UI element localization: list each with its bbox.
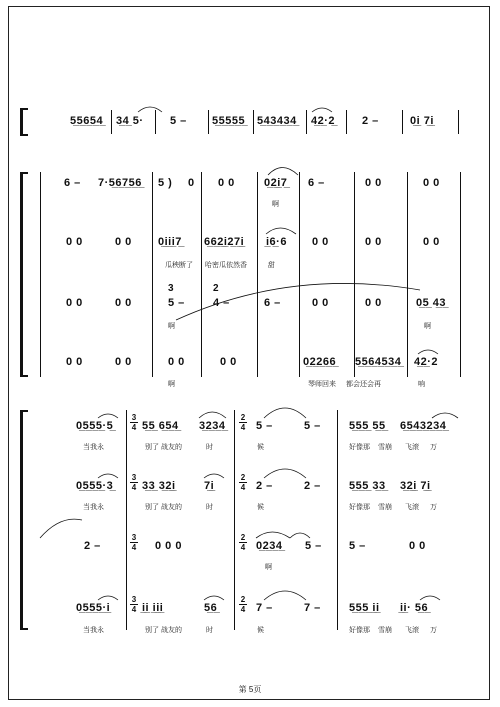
slur	[312, 108, 332, 112]
note-group: 5̲5̲5̲ 3̲3̲	[349, 480, 386, 492]
note-group: 3̲3̲ 3̲2̲i̲	[142, 480, 176, 492]
lyric: 别了 战友的	[145, 504, 182, 511]
slur	[264, 469, 306, 478]
note-group: 0 0	[312, 297, 329, 309]
note-group: 0 0	[66, 236, 83, 248]
time-signature: 2 4	[240, 413, 246, 432]
slur	[290, 533, 310, 538]
slur	[98, 474, 118, 478]
slur	[98, 414, 118, 418]
note-group: 0̲5̲5̲5̲·5̲	[76, 420, 114, 432]
time-signature: 3 4	[131, 473, 137, 492]
note-group: 3̲2̲i̲ 7̲i̲	[400, 480, 431, 492]
note-group: 2 –	[304, 480, 321, 492]
chord-mark: 2	[213, 283, 220, 294]
time-signature: 3 4	[131, 413, 137, 432]
time-signature: 2 4	[240, 595, 246, 614]
note-group: 3̲4̲ 5·	[116, 115, 144, 127]
note-group: 5 )	[158, 177, 173, 189]
note-group: 0̲5̲5̲5̲·i̲	[76, 602, 111, 614]
note-group: 6 –	[264, 297, 281, 309]
note-group: 0 0	[312, 236, 329, 248]
lyric: 啊	[265, 564, 272, 571]
slur	[40, 519, 82, 538]
note-group: 0 0	[168, 356, 185, 368]
note-group: 0 0 0	[155, 540, 182, 552]
lyric: 雪崩	[378, 444, 392, 451]
lyric: 候	[257, 444, 264, 451]
chord-mark: 3	[168, 283, 175, 294]
lyric: 响	[418, 381, 425, 388]
note-group: 0̲2̲3̲4̲	[256, 540, 283, 552]
note-group: 7 –	[256, 602, 273, 614]
lyric: 好像那	[349, 627, 370, 634]
note-group: 5 –	[305, 540, 322, 552]
lyric: 雪崩	[378, 504, 392, 511]
note-group: 0 0	[66, 297, 83, 309]
lyric: 啊	[168, 381, 175, 388]
note-group: 5̲5̲5̲5̲5̲	[212, 115, 246, 127]
lyric: 候	[257, 504, 264, 511]
note-group: 0̲5̲5̲5̲·3̲	[76, 480, 114, 492]
note-group: 0	[188, 177, 195, 189]
note-group: 0 0	[115, 236, 132, 248]
note-group: 0̲2̲i̲7̲	[264, 177, 288, 189]
slur	[138, 107, 162, 112]
slur	[176, 283, 420, 320]
time-signature: 2 4	[240, 533, 246, 552]
note-group: 0 0	[423, 236, 440, 248]
note-group: 7̲i̲	[204, 480, 215, 492]
note-group: i̲i̲· 5̲6̲	[400, 602, 429, 614]
slur	[268, 168, 298, 176]
note-group: 4̲2̲·2	[414, 356, 439, 368]
note-group: 0 0	[115, 356, 132, 368]
note-group: 5̲4̲3̲4̲3̲4̲	[257, 115, 297, 127]
slur	[420, 596, 440, 600]
slur	[98, 596, 118, 600]
note-group: 0̲2̲2̲6̲6̲	[303, 356, 337, 368]
slur	[199, 412, 226, 418]
time-signature: 2 4	[240, 473, 246, 492]
lyric: 当我永	[83, 504, 104, 511]
note-group: 6̲5̲4̲3̲2̲3̲4̲	[400, 420, 447, 432]
note-group: 0 0	[220, 356, 237, 368]
note-group: 2 –	[362, 115, 379, 127]
note-group: 5 –	[304, 420, 321, 432]
note-group: 0 0	[115, 297, 132, 309]
note-group: 0 0	[423, 177, 440, 189]
note-group: 5̲6̲	[204, 602, 218, 614]
lyric: 当我永	[83, 627, 104, 634]
note-group: 2 –	[84, 540, 101, 552]
slur	[266, 228, 296, 234]
lyric: 当我永	[83, 444, 104, 451]
lyric: 时	[206, 444, 213, 451]
note-group: 0 0	[365, 297, 382, 309]
note-group: 3̲2̲3̲4̲	[199, 420, 226, 432]
lyric: 别了 战友的	[145, 627, 182, 634]
note-group: 0 0	[365, 177, 382, 189]
note-group: 0 0	[409, 540, 426, 552]
note-group: 5 –	[170, 115, 187, 127]
note-group: 0̲i̲i̲i̲7̲	[158, 236, 182, 248]
page-number: 第 5页	[238, 685, 262, 694]
lyric: 别了 战友的	[145, 444, 182, 451]
note-group: 4̲2̲·2̲	[311, 115, 336, 127]
note-group: 0̲5̲ 4̲3̲	[416, 297, 447, 309]
note-group: 6 –	[308, 177, 325, 189]
slur	[264, 591, 306, 600]
lyric: 时	[206, 627, 213, 634]
slur	[204, 596, 224, 600]
slur	[432, 413, 458, 418]
note-group: i̲i̲ i̲i̲i̲	[142, 602, 164, 614]
slur	[204, 474, 224, 478]
lyric: 好像那	[349, 444, 370, 451]
note-group: 0 0	[218, 177, 235, 189]
note-group: 0 0	[66, 356, 83, 368]
lyric: 啊	[272, 201, 279, 208]
lyric: 飞滚	[405, 504, 419, 511]
note-group: 2 –	[256, 480, 273, 492]
note-group: 5̲5̲5̲ 5̲5̲	[349, 420, 386, 432]
note-group: 5 –	[168, 297, 185, 309]
note-group: 4 –	[213, 297, 230, 309]
note-group: 5̲5̲6̲4̲5̲3̲4̲	[355, 356, 402, 368]
lyric: 飞滚	[405, 627, 419, 634]
note-group: 5̲5̲6̲5̲4̲	[70, 115, 104, 127]
time-signature: 3 4	[131, 533, 137, 552]
slur	[256, 532, 290, 538]
lyric: 哈密瓜依然香	[205, 262, 247, 269]
lyric: 好像那	[349, 504, 370, 511]
lyric: 都会还会再	[346, 381, 381, 388]
lyric: 雪崩	[378, 627, 392, 634]
slur	[418, 350, 438, 354]
note-group: 0 0	[365, 236, 382, 248]
slur	[264, 408, 306, 418]
lyric: 甜	[268, 262, 275, 269]
note-group: 0̲i̲ 7̲i̲	[410, 115, 434, 127]
note-group: 5 –	[256, 420, 273, 432]
lyric: 万	[430, 627, 437, 634]
lyric: 啊	[168, 323, 175, 330]
lyric: 候	[257, 627, 264, 634]
note-group: 6̲6̲2̲i̲2̲7̲i̲	[204, 236, 245, 248]
time-signature: 3 4	[131, 595, 137, 614]
lyric: 啊	[424, 323, 431, 330]
note-group: 7 –	[304, 602, 321, 614]
lyric: 琴师回来	[308, 381, 336, 388]
note-group: 6 –	[64, 177, 81, 189]
note-group: 5̲5̲ 6̲5̲4̲	[142, 420, 179, 432]
lyric: 万	[430, 444, 437, 451]
note-group: 5̲5̲5̲ i̲i̲	[349, 602, 380, 614]
lyric: 万	[430, 504, 437, 511]
lyric: 时	[206, 504, 213, 511]
note-group: 5 –	[349, 540, 366, 552]
note-group: i̲6̲·6	[266, 236, 287, 248]
lyric: 飞滚	[405, 444, 419, 451]
note-group: 7·5̲6̲7̲5̲6̲	[98, 177, 142, 189]
lyric: 瓜秧断了	[165, 262, 193, 269]
